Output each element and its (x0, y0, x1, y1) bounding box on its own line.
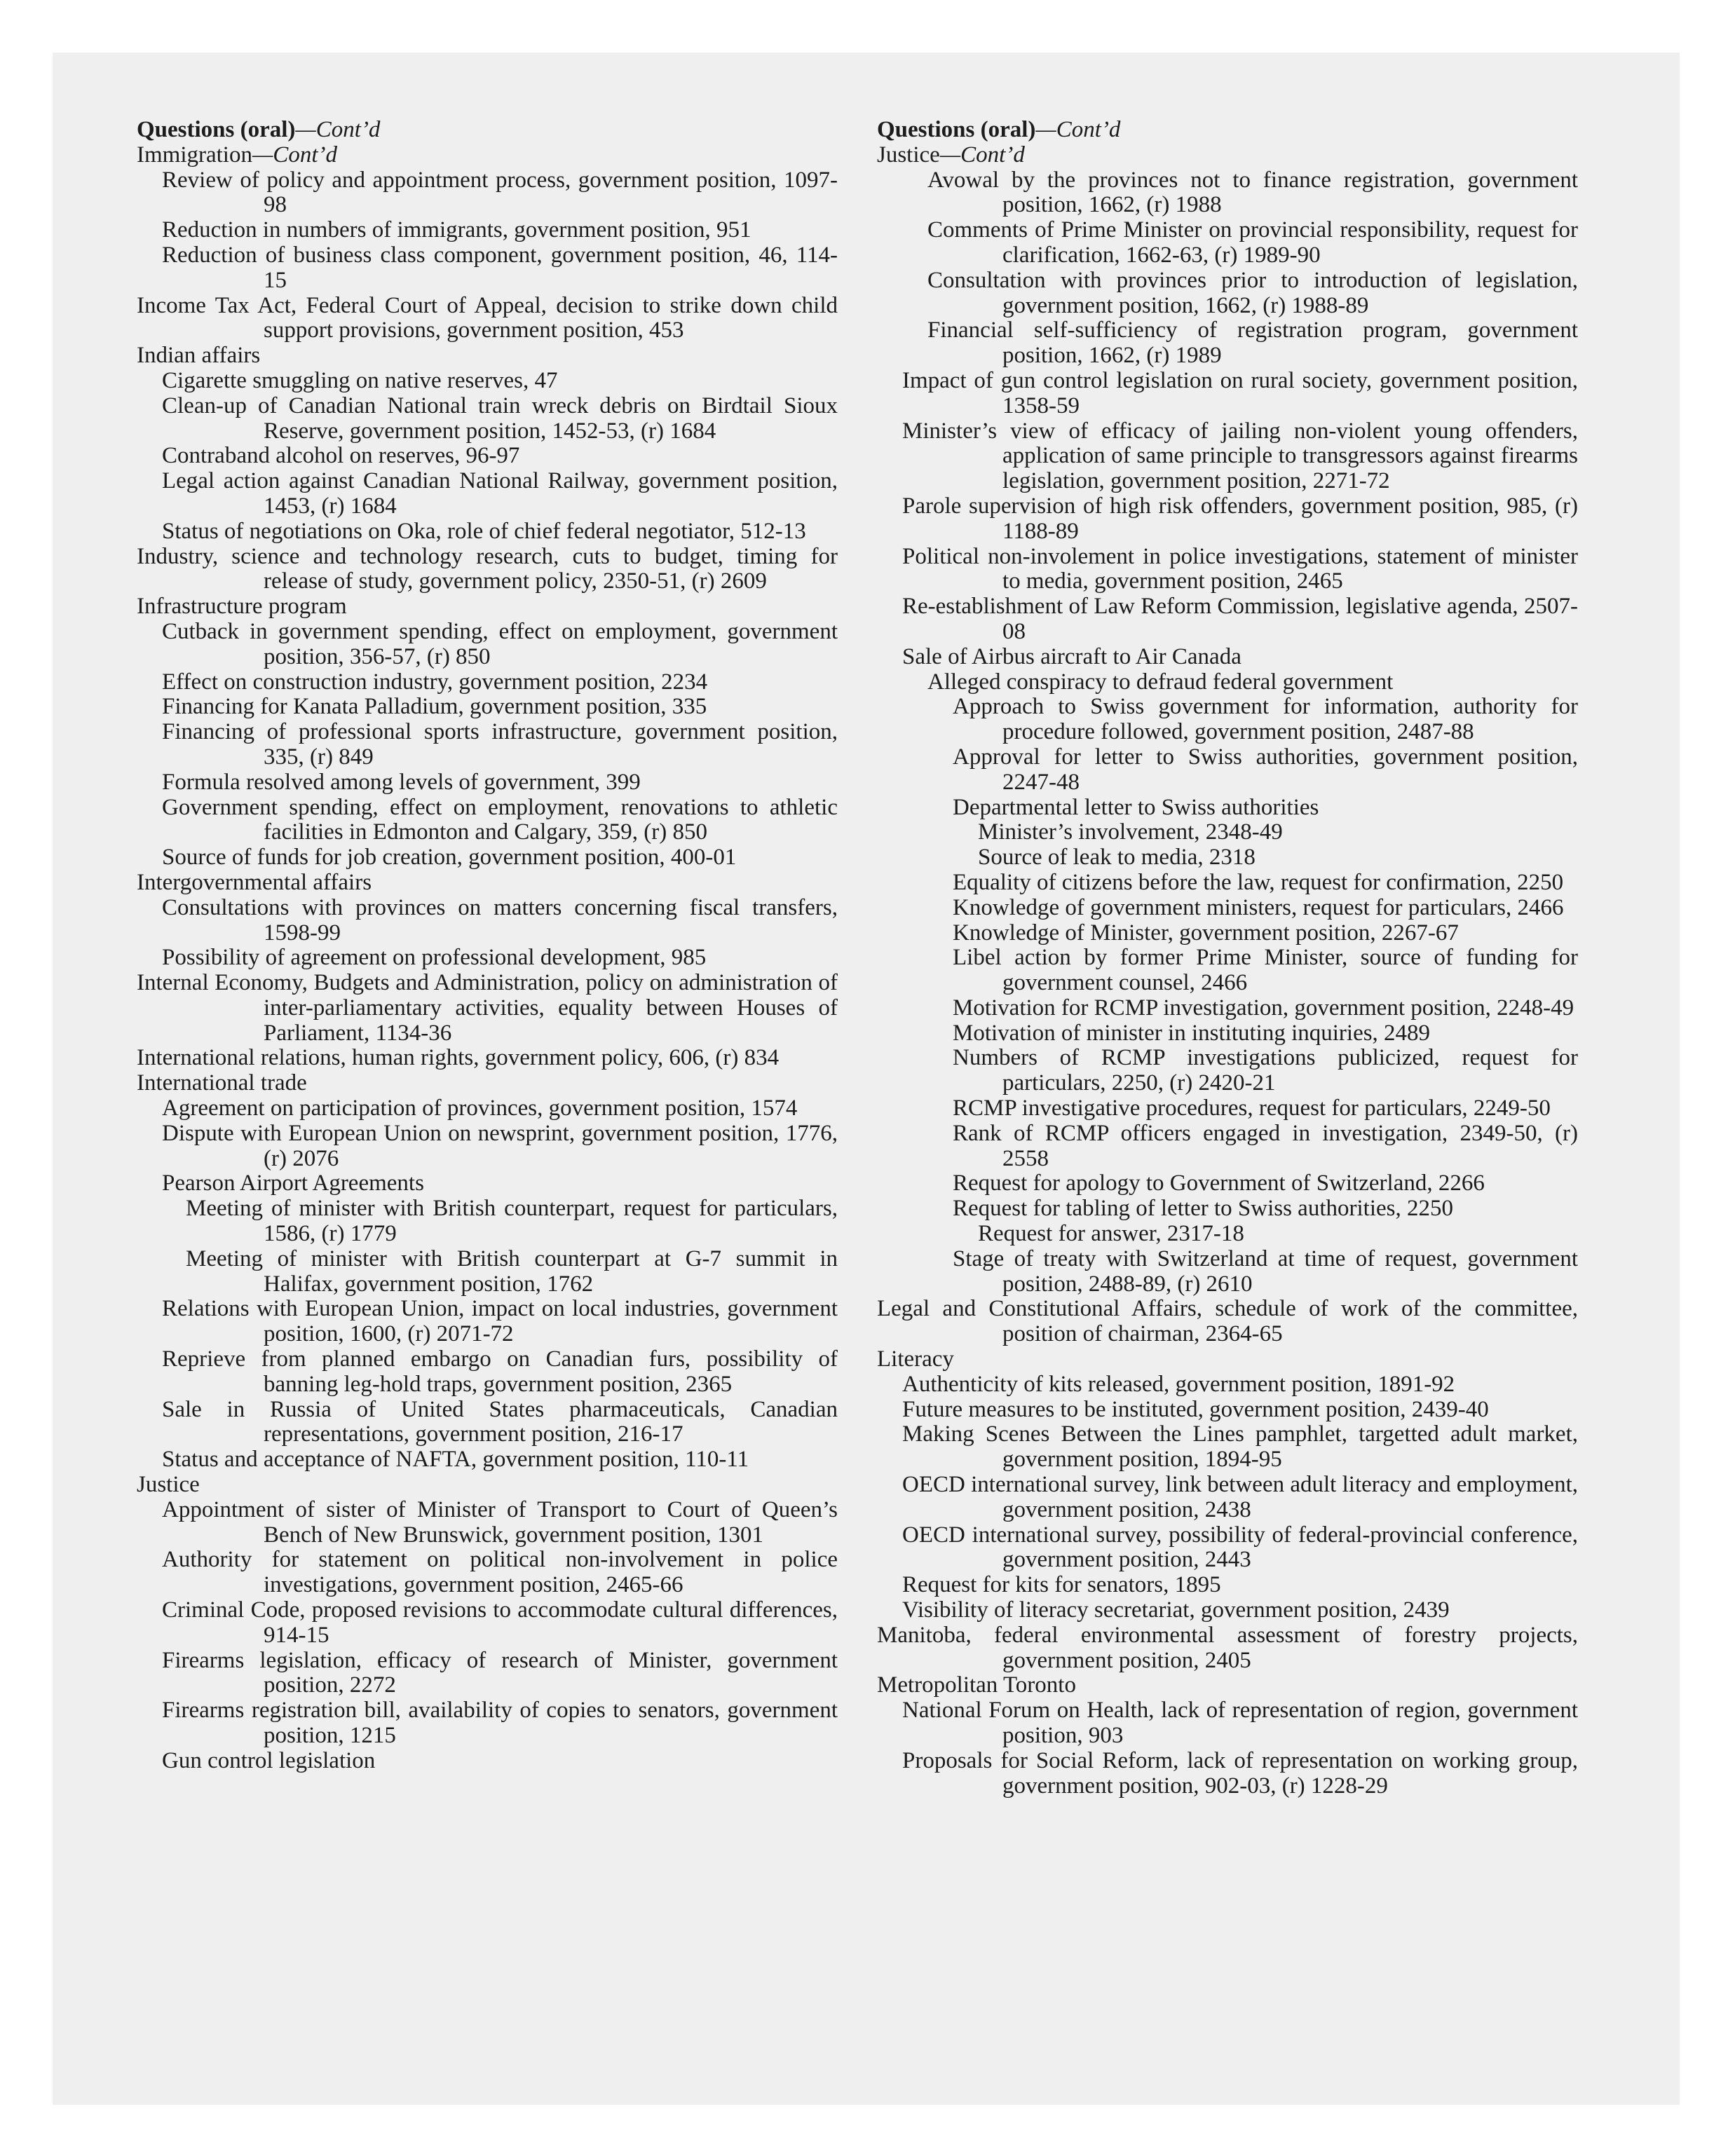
entry-text: OECD international survey, link between adult literacy and employment, government position, 2438 (902, 1472, 1578, 1522)
index-entry-level-1 (877, 1347, 1578, 1372)
index-entry-level-2 (877, 1372, 1578, 1398)
index-entry-level-1 (877, 1673, 1578, 1698)
index-entry-level-3 (877, 218, 1578, 268)
index-entry-level-2 (137, 720, 838, 770)
entry-text: Sale of Airbus aircraft to Air Canada (902, 643, 1241, 669)
entry-text: Parole supervision of high risk offenders, government position, 985, (r) 1188-89 (902, 493, 1578, 544)
entry-text: Political non-involement in police investigations, statement of minister to media, government position, 2465 (902, 543, 1578, 594)
index-entry-level-2 (137, 796, 838, 846)
entry-text: Reduction of business class component, government position, 46, 114-15 (162, 242, 838, 293)
index-entry-level-5 (877, 845, 1578, 871)
index-entry-level-2 (137, 1447, 838, 1473)
index-page (53, 53, 1680, 2105)
index-entry-level-2 (137, 1398, 838, 1448)
entry-text: Manitoba, federal environmental assessment of forestry projects, government position, 2405 (877, 1622, 1578, 1673)
entry-text: Reprieve from planned embargo on Canadian furs, possibility of banning leg-hold traps, government position, 2365 (162, 1346, 838, 1397)
entry-text: Consultations with provinces on matters concerning fiscal transfers, 1598-99 (162, 894, 838, 946)
index-entry-level-2 (877, 1598, 1578, 1623)
entry-text: Indian affairs (137, 343, 261, 369)
entry-text: Knowledge of Minister, government position, 2267-67 (953, 920, 1459, 946)
index-entry-level-1 (137, 594, 838, 620)
entry-text: Equality of citizens before the law, request for confirmation, 2250 (953, 869, 1564, 895)
index-entry-level-3 (877, 168, 1578, 219)
index-entry-level-2 (137, 770, 838, 796)
index-entry-level-2 (137, 1548, 838, 1598)
left-column (137, 118, 838, 1774)
index-entry-level-4 (877, 1196, 1578, 1222)
entry-text: Impact of gun control legislation on rural society, government position, 1358-59 (902, 367, 1578, 418)
index-entry-level-2 (877, 369, 1578, 419)
entry-text: Relations with European Union, impact on local industries, government position, 1600, (r) 2071-72 (162, 1296, 838, 1347)
entry-text: OECD international survey, possibility of federal-provincial conference, government position, 2443 (902, 1522, 1578, 1573)
index-entry-level-4 (877, 745, 1578, 796)
entry-text: Rank of RCMP officers engaged in investigation, 2349-50, (r) 2558 (953, 1120, 1578, 1171)
index-entry-level-3 (877, 268, 1578, 319)
entry-text: Effect on construction industry, government position, 2234 (162, 669, 708, 695)
entry-text: Industry, science and technology research, cuts to budget, timing for release of study, government policy, 2350-51, (r) 2609 (137, 543, 838, 594)
index-entry-level-2 (137, 845, 838, 871)
entry-text: Numbers of RCMP investigations publicized, request for particulars, 2250, (r) 2420-21 (953, 1045, 1578, 1096)
entry-text: Intergovernmental affairs (137, 869, 372, 895)
entry-text: Infrastructure program (137, 594, 347, 620)
index-entry-level-2 (877, 545, 1578, 595)
index-entry-level-1 (137, 971, 838, 1046)
index-entry-level-1 (877, 1297, 1578, 1347)
index-entry-level-2 (877, 594, 1578, 645)
left-entries (137, 143, 838, 1774)
index-entry-level-2 (137, 1096, 838, 1121)
index-entry-level-4 (877, 1121, 1578, 1172)
entry-text: Legal action against Canadian National Railway, government position, 1453, (r) 1684 (162, 468, 838, 519)
index-entry-level-2 (877, 1698, 1578, 1749)
entry-text: Financial self-sufficiency of registration program, government position, 1662, (r) 1989 (927, 318, 1578, 369)
index-entry-level-2 (137, 1598, 838, 1649)
entry-text: Minister’s involvement, 2348-49 (978, 819, 1283, 845)
column-heading: Questions (oral)—Cont’d (137, 117, 381, 142)
entry-text: Making Scenes Between the Lines pamphlet, targetted adult market, government position, 1894-95 (902, 1421, 1578, 1473)
entry-text: Authority for statement on political non-involvement in police investigations, government position, 2465-66 (162, 1547, 838, 1598)
index-entry-level-2 (137, 1649, 838, 1699)
entry-text: Government spending, effect on employment, renovations to athletic facilities in Edmonton and Calgary, 359, (r) 850 (162, 794, 838, 845)
index-entry-level-4 (877, 871, 1578, 896)
index-entry-level-2 (137, 1698, 838, 1749)
index-entry-level-2 (137, 369, 838, 394)
entry-text: Firearms legislation, efficacy of research of Minister, government position, 2272 (162, 1647, 838, 1698)
index-entry-level-2 (137, 1347, 838, 1398)
entry-text: Knowledge of government ministers, request for particulars, 2466 (953, 894, 1564, 920)
index-entry-level-2 (137, 1121, 838, 1172)
entry-text: Request for apology to Government of Switzerland, 2266 (953, 1171, 1485, 1196)
entry-text: Clean-up of Canadian National train wreck debris on Birdtail Sioux Reserve, government position, 1452-53, (r) 1684 (162, 393, 838, 444)
index-entry-level-2 (877, 645, 1578, 670)
index-entry-level-2 (137, 1498, 838, 1548)
index-entry-level-5 (877, 1222, 1578, 1247)
index-entry-level-4 (877, 1171, 1578, 1196)
entry-text: Future measures to be instituted, government position, 2439-40 (902, 1396, 1489, 1422)
entry-text: Literacy (877, 1346, 954, 1372)
entry-text: Consultation with provinces prior to introduction of legislation, government position, 1662, (r) 1988-89 (927, 267, 1578, 318)
index-entry-level-4 (877, 996, 1578, 1021)
index-entry-level-2 (137, 620, 838, 670)
column-heading: Questions (oral)—Cont’d (877, 117, 1121, 142)
index-entry-level-2 (877, 494, 1578, 545)
index-entry-level-3 (877, 318, 1578, 369)
index-entry-level-2 (137, 1171, 838, 1196)
entry-text: Request for tabling of letter to Swiss authorities, 2250 (953, 1196, 1453, 1222)
entry-text: Re-establishment of Law Reform Commission, legislative agenda, 2507-08 (902, 594, 1578, 644)
entry-text: Review of policy and appointment process, government position, 1097-98 (162, 167, 838, 218)
entry-text: Metropolitan Toronto (877, 1672, 1076, 1698)
entry-text: Visibility of literacy secretariat, government position, 2439 (902, 1597, 1450, 1623)
index-entry-level-2 (137, 946, 838, 971)
index-entry-level-2 (877, 1422, 1578, 1473)
entry-text: Proposals for Social Reform, lack of representation on working group, government position, 902-03, (r) 1228-29 (902, 1747, 1578, 1799)
index-entry-level-2 (877, 419, 1578, 494)
entry-text: National Forum on Health, lack of representation of region, government position, 903 (902, 1698, 1578, 1748)
entry-text: Comments of Prime Minister on provincial responsibility, request for clarification, 1662-63, (r) 1989-90 (927, 217, 1578, 268)
index-entry-level-2 (877, 1473, 1578, 1523)
index-entry-level-2 (877, 1749, 1578, 1799)
entry-text: Libel action by former Prime Minister, source of funding for government counsel, 2466 (953, 945, 1578, 996)
entry-text: Financing for Kanata Palladium, government position, 335 (162, 694, 707, 720)
entry-text: Source of leak to media, 2318 (978, 845, 1256, 871)
entry-text: Justice (877, 142, 940, 168)
entry-text: Appointment of sister of Minister of Transport to Court of Queen’s Bench of New Brunswick, government position, 1301 (162, 1496, 838, 1548)
index-entry-level-2 (137, 670, 838, 695)
index-entry-level-2 (877, 1398, 1578, 1423)
entry-text: Request for answer, 2317-18 (978, 1221, 1244, 1247)
entry-text: Agreement on participation of provinces, government position, 1574 (162, 1096, 798, 1121)
index-entry-level-1 (137, 545, 838, 595)
entry-text: Justice (137, 1472, 200, 1498)
continued-marker: —Cont’d (939, 142, 1025, 168)
index-entry-level-2 (137, 896, 838, 946)
index-entry-level-4 (877, 1021, 1578, 1046)
entry-text: Request for kits for senators, 1895 (902, 1572, 1221, 1598)
index-entry-level-4 (877, 695, 1578, 745)
index-entry-level-1 (137, 1473, 838, 1498)
entry-text: Income Tax Act, Federal Court of Appeal, decision to strike down child support provisions, government position, 453 (137, 292, 838, 343)
entry-text: Status and acceptance of NAFTA, government position, 110-11 (162, 1447, 749, 1473)
index-entry-level-1 (137, 1046, 838, 1071)
index-entry-level-5 (877, 820, 1578, 845)
index-entry-level-2 (137, 469, 838, 519)
entry-text: Approach to Swiss government for information, authority for procedure followed, government position, 2487-88 (953, 694, 1578, 745)
entry-text: Internal Economy, Budgets and Administration, policy on administration of inter-parliamentary activities, equality between Houses of Parliament, 1134-36 (137, 970, 838, 1046)
entry-text: RCMP investigative procedures, request for particulars, 2249-50 (953, 1096, 1551, 1121)
entry-text: Minister’s view of efficacy of jailing non-violent young offenders, application of same principle to transgressors against firearms legislation, government position, 2271-72 (902, 418, 1578, 494)
index-entry-level-1 (877, 143, 1578, 168)
index-entry-level-2 (137, 168, 838, 219)
index-entry-level-1 (137, 1071, 838, 1096)
entry-text: Motivation for RCMP investigation, government position, 2248-49 (953, 995, 1574, 1021)
index-entry-level-2 (137, 1749, 838, 1774)
entry-text: Status of negotiations on Oka, role of chief federal negotiator, 512-13 (162, 518, 806, 544)
entry-text: Gun control legislation (162, 1747, 376, 1773)
index-entry-level-3 (877, 670, 1578, 695)
entry-text: Alleged conspiracy to defraud federal government (927, 669, 1394, 695)
entry-text: International relations, human rights, government policy, 606, (r) 834 (137, 1045, 780, 1071)
index-entry-level-4 (877, 1247, 1578, 1297)
index-entry-level-4 (877, 1046, 1578, 1096)
entry-text: Legal and Constitutional Affairs, schedule of work of the committee, position of chairman, 2364-65 (877, 1296, 1578, 1347)
index-entry-level-4 (877, 946, 1578, 996)
entry-text: Meeting of minister with British counterpart at G-7 summit in Halifax, government position, 1762 (186, 1246, 838, 1297)
index-entry-level-2 (137, 519, 838, 545)
index-entry-level-2 (137, 394, 838, 444)
index-entry-level-3 (137, 1247, 838, 1297)
index-entry-level-3 (137, 1196, 838, 1247)
entry-text: Reduction in numbers of immigrants, government position, 951 (162, 217, 751, 243)
entry-text: Stage of treaty with Switzerland at time of request, government position, 2488-89, (r) 2610 (953, 1246, 1578, 1297)
entry-text: Sale in Russia of United States pharmaceuticals, Canadian representations, government position, 216-17 (162, 1396, 838, 1447)
entry-text: Formula resolved among levels of government, 399 (162, 769, 641, 795)
index-entry-level-2 (877, 1573, 1578, 1598)
entry-text: Criminal Code, proposed revisions to accommodate cultural differences, 914-15 (162, 1597, 838, 1648)
entry-text: Authenticity of kits released, government position, 1891-92 (902, 1371, 1455, 1397)
index-entry-level-2 (137, 1297, 838, 1347)
entry-text: Possibility of agreement on professional development, 985 (162, 945, 707, 971)
index-entry-level-4 (877, 1096, 1578, 1121)
index-entry-level-4 (877, 796, 1578, 821)
right-column (877, 118, 1578, 1799)
index-entry-level-1 (877, 1623, 1578, 1674)
index-entry-level-1 (137, 871, 838, 896)
entry-text: Dispute with European Union on newsprint, government position, 1776, (r) 2076 (162, 1120, 838, 1171)
entry-text: Meeting of minister with British counterpart, request for particulars, 1586, (r) 1779 (186, 1196, 838, 1247)
index-entry-level-1 (137, 143, 838, 168)
index-entry-level-2 (137, 243, 838, 294)
entry-text: International trade (137, 1070, 307, 1096)
entry-text: Cutback in government spending, effect on employment, government position, 356-57, (r) 850 (162, 618, 838, 669)
index-entry-level-2 (137, 695, 838, 720)
entry-text: Contraband alcohol on reserves, 96-97 (162, 443, 520, 469)
index-entry-level-2 (137, 444, 838, 469)
entry-text: Cigarette smuggling on native reserves, 47 (162, 367, 558, 393)
index-entry-level-2 (137, 218, 838, 243)
entry-text: Immigration (137, 142, 252, 168)
index-entry-level-1 (137, 294, 838, 344)
index-entry-level-1 (137, 343, 838, 369)
index-entry-level-2 (877, 1523, 1578, 1574)
entry-text: Approval for letter to Swiss authorities, government position, 2247-48 (953, 744, 1578, 795)
right-entries (877, 143, 1578, 1799)
entry-text: Firearms registration bill, availability of copies to senators, government position, 1215 (162, 1698, 838, 1748)
entry-text: Motivation of minister in instituting inquiries, 2489 (953, 1020, 1431, 1046)
entry-text: Avowal by the provinces not to finance registration, government position, 1662, (r) 1988 (927, 167, 1578, 218)
index-entry-level-4 (877, 896, 1578, 921)
entry-text: Pearson Airport Agreements (162, 1171, 424, 1196)
index-entry-level-4 (877, 921, 1578, 946)
entry-text: Financing of professional sports infrastructure, government position, 335, (r) 849 (162, 719, 838, 770)
entry-text: Source of funds for job creation, government position, 400-01 (162, 845, 737, 871)
continued-marker: —Cont’d (252, 142, 337, 168)
entry-text: Departmental letter to Swiss authorities (953, 794, 1319, 820)
